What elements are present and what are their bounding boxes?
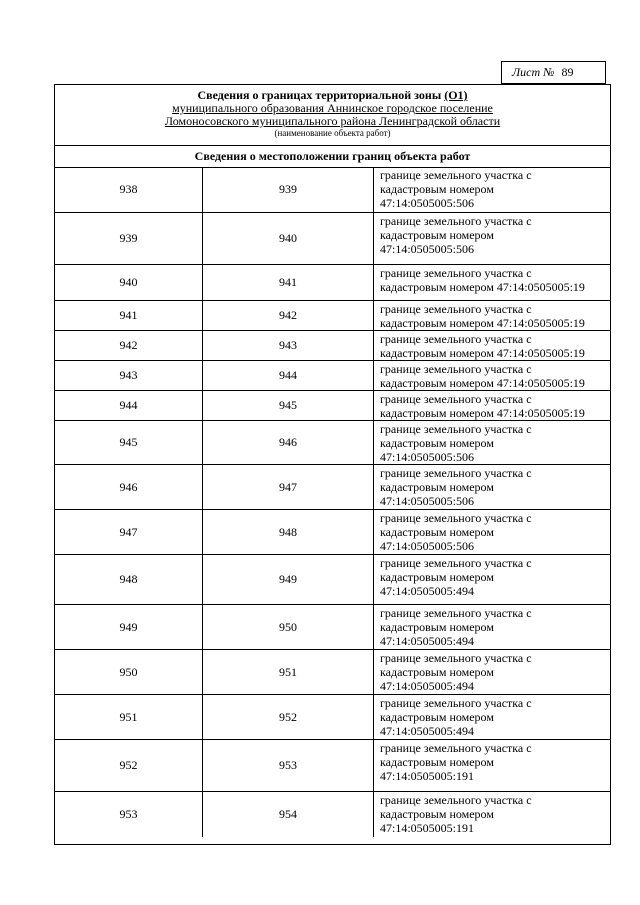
boundary-description-cell: границе земельного участка с кадастровым номером 47:14:0505005:19 xyxy=(380,302,585,330)
sheet-number-box xyxy=(501,61,606,84)
table-row xyxy=(55,301,610,331)
boundary-description-cell: границе земельного участка с кадастровым номером 47:14:0505005:19 xyxy=(380,332,585,360)
boundary-description-cell: границе земельного участка с кадастровым номером 47:14:0505005:494 xyxy=(380,696,532,738)
district-line: Ломоносовского муниципального района Ленинградской области xyxy=(164,114,501,128)
boundary-description-cell: границе земельного участка с кадастровым номером 47:14:0505005:506 xyxy=(380,168,532,210)
table-row xyxy=(55,555,610,605)
point-from-cell: 943 xyxy=(55,361,203,390)
point-to-cell: 946 xyxy=(203,421,374,464)
point-to-cell: 948 xyxy=(203,510,374,554)
zone-code: (О1) xyxy=(444,88,468,102)
table-row xyxy=(55,695,610,740)
boundary-description-cell: границе земельного участка с кадастровым номером 47:14:0505005:494 xyxy=(380,556,532,598)
point-from-cell: 944 xyxy=(55,391,203,420)
point-from-cell: 951 xyxy=(55,695,203,739)
title-prefix: Сведения о границах территориальной зоны xyxy=(197,88,442,102)
point-to-cell: 952 xyxy=(203,695,374,739)
sheet-label: Лист № xyxy=(512,65,555,79)
table-row xyxy=(55,167,610,213)
point-to-cell: 949 xyxy=(203,555,374,604)
point-from-cell: 949 xyxy=(55,605,203,649)
table-row xyxy=(55,213,610,265)
boundary-description-cell: границе земельного участка с кадастровым номером 47:14:0505005:19 xyxy=(380,392,585,420)
table-row xyxy=(55,740,610,792)
boundary-description-cell: границе земельного участка с кадастровым номером 47:14:0505005:506 xyxy=(380,422,532,464)
point-from-cell: 941 xyxy=(55,301,203,330)
document-table xyxy=(54,84,611,845)
boundary-description-cell: границе земельного участка с кадастровым номером 47:14:0505005:494 xyxy=(380,606,532,648)
table-row xyxy=(55,510,610,555)
point-from-cell: 945 xyxy=(55,421,203,464)
point-from-cell: 938 xyxy=(55,167,203,212)
point-from-cell: 940 xyxy=(55,265,203,300)
boundary-description-cell: границе земельного участка с кадастровым номером 47:14:0505005:19 xyxy=(380,362,585,390)
document-title xyxy=(55,88,610,102)
point-from-cell: 947 xyxy=(55,510,203,554)
section-title: Сведения о местоположении границ объекта работ xyxy=(55,145,610,168)
point-from-cell: 952 xyxy=(55,740,203,791)
point-to-cell: 947 xyxy=(203,465,374,509)
boundary-description-cell: границе земельного участка с кадастровым номером 47:14:0505005:19 xyxy=(380,266,585,294)
point-to-cell: 954 xyxy=(203,792,374,837)
table-row xyxy=(55,605,610,650)
boundary-description-cell: границе земельного участка с кадастровым номером 47:14:0505005:506 xyxy=(380,214,532,256)
table-row xyxy=(55,650,610,695)
point-to-cell: 945 xyxy=(203,391,374,420)
boundary-description-cell: границе земельного участка с кадастровым номером 47:14:0505005:506 xyxy=(380,466,532,508)
point-to-cell: 953 xyxy=(203,740,374,791)
municipality-line: муниципального образования Аннинское городское поселение xyxy=(172,101,493,115)
table-row xyxy=(55,361,610,391)
table-row xyxy=(55,391,610,421)
point-to-cell: 951 xyxy=(203,650,374,694)
table-row xyxy=(55,421,610,465)
point-from-cell: 953 xyxy=(55,792,203,837)
table-row xyxy=(55,265,610,301)
object-name-note: (наименование объекта работ) xyxy=(274,128,391,138)
point-to-cell: 940 xyxy=(203,213,374,264)
sheet-number: 89 xyxy=(561,65,574,79)
table-row xyxy=(55,465,610,510)
point-to-cell: 939 xyxy=(203,167,374,212)
boundary-description-cell: границе земельного участка с кадастровым номером 47:14:0505005:191 xyxy=(380,793,532,835)
point-to-cell: 941 xyxy=(203,265,374,300)
boundary-description-cell: границе земельного участка с кадастровым номером 47:14:0505005:191 xyxy=(380,741,532,783)
point-from-cell: 946 xyxy=(55,465,203,509)
point-from-cell: 948 xyxy=(55,555,203,604)
point-to-cell: 944 xyxy=(203,361,374,390)
point-to-cell: 950 xyxy=(203,605,374,649)
boundary-rows xyxy=(55,167,610,837)
document-header xyxy=(55,85,610,146)
point-from-cell: 950 xyxy=(55,650,203,694)
point-from-cell: 942 xyxy=(55,331,203,360)
point-to-cell: 942 xyxy=(203,301,374,330)
boundary-description-cell: границе земельного участка с кадастровым номером 47:14:0505005:494 xyxy=(380,651,532,693)
table-row xyxy=(55,331,610,361)
point-from-cell: 939 xyxy=(55,213,203,264)
table-row xyxy=(55,792,610,837)
boundary-description-cell: границе земельного участка с кадастровым номером 47:14:0505005:506 xyxy=(380,511,532,553)
point-to-cell: 943 xyxy=(203,331,374,360)
